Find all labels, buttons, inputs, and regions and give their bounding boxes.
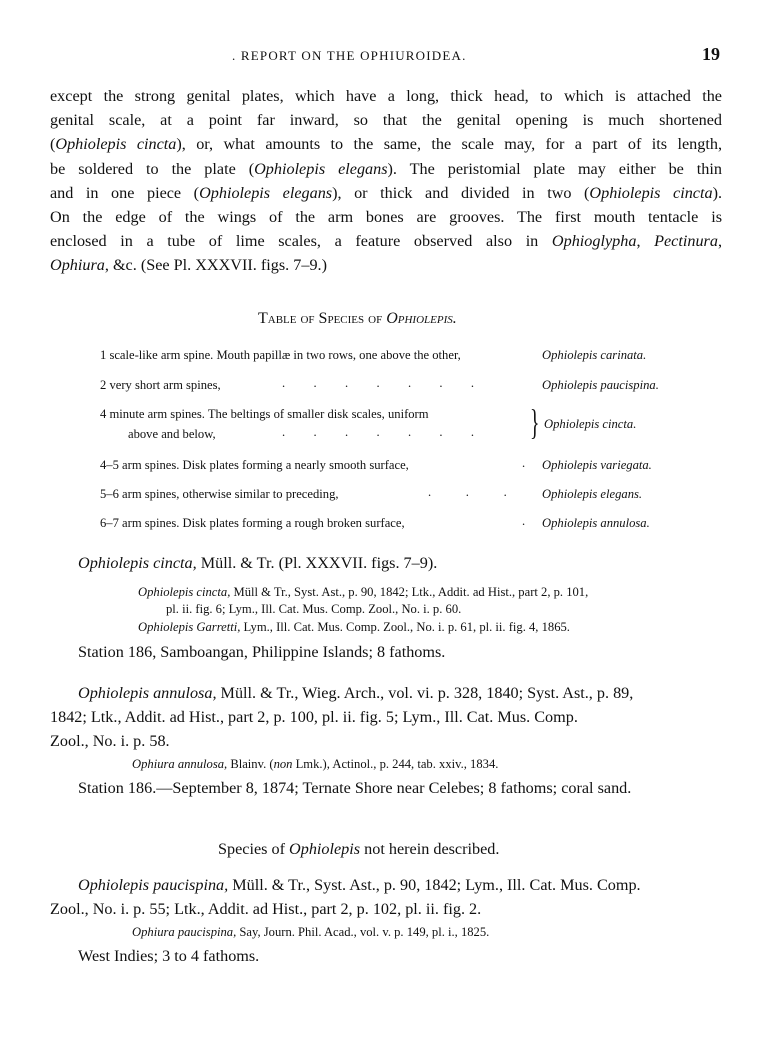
section-heading-genus: Ophiolepis — [289, 840, 361, 858]
synonym-name: Ophiura paucispina, — [132, 925, 237, 939]
table-row-desc: 5–6 arm spines, otherwise similar to preceding, — [100, 487, 339, 501]
synonym-line-cont: pl. ii. fig. 6; Lym., Ill. Cat. Mus. Comp. Zool., No. i. p. 60. — [166, 602, 462, 616]
leader-dots: . — [522, 514, 526, 528]
synonym-non: non — [273, 757, 293, 771]
synonym-line — [132, 925, 489, 940]
intro-paragraph — [50, 84, 722, 278]
synonym-text: Say, Journ. Phil. Acad., vol. v. p. 149, pl. i., 1825. — [236, 925, 490, 939]
species-authority: Müll. & Tr., Wieg. Arch., vol. vi. p. 328, 1840; Syst. Ast., p. 89, — [216, 684, 634, 702]
table-row-desc: 1 scale-like arm spine. Mouth papillæ in two rows, one above the other, — [100, 348, 461, 362]
table-title-genus: Ophiolepis. — [386, 310, 457, 327]
station-line: Station 186, Samboangan, Philippine Islands; 8 fathoms. — [78, 643, 446, 661]
table-row-species: Ophiolepis carinata. — [542, 348, 647, 362]
leader-dots: . . . . . . . — [282, 425, 475, 439]
locality-line: West Indies; 3 to 4 fathoms. — [78, 947, 260, 965]
synonym-text: Blainv. ( — [227, 757, 274, 771]
table-row-species: Ophiolepis elegans. — [542, 487, 643, 501]
station-line: Station 186.—September 8, 1874; Ternate Shore near Celebes; 8 fathoms; coral sand. — [78, 779, 632, 797]
leader-dots: . — [522, 456, 526, 470]
synonym-text: Lym., Ill. Cat. Mus. Comp. Zool., No. i. p. 61, pl. ii. fig. 4, 1865. — [240, 620, 570, 634]
species-entry-heading — [78, 554, 437, 573]
table-row-desc: 4–5 arm spines. Disk plates forming a nearly smooth surface, — [100, 458, 409, 472]
table-title-prefix: Table of Species of — [258, 310, 387, 327]
table-row-species: Ophiolepis paucispina. — [542, 378, 659, 392]
synonym-name: Ophiolepis Garretti, — [138, 620, 241, 634]
synonym-line — [138, 620, 570, 635]
intro-line: On the edge of the wings of the arm bones are grooves. The first mouth tentacle is — [50, 208, 722, 227]
intro-line: be soldered to the plate (Ophiolepis elegans). The peristomial plate may either be thin — [50, 159, 722, 178]
intro-line: enclosed in a tube of lime scales, a feature observed also in Ophioglypha, Pectinura, — [50, 232, 722, 251]
species-entry-heading — [78, 876, 641, 895]
synonym-text: Müll & Tr., Syst. Ast., p. 90, 1842; Ltk., Addit. ad Hist., part 2, p. 101, — [230, 585, 589, 599]
species-authority: Müll. & Tr. (Pl. XXXVII. figs. 7–9). — [196, 554, 438, 572]
page-number: 19 — [702, 44, 720, 64]
section-heading — [218, 840, 499, 859]
section-heading-part: not herein described. — [360, 840, 500, 858]
intro-line: genital scale, at a point far inward, so that the genital opening is much shortened — [50, 111, 722, 130]
intro-line: (Ophiolepis cincta), or, what amounts to the same, the scale may, for a part of its length, — [50, 135, 722, 154]
species-entry-heading — [78, 684, 633, 703]
brace-icon: } — [530, 402, 540, 442]
synonym-line — [132, 757, 498, 772]
synonym-line — [138, 585, 588, 600]
synonym-name: Ophiolepis cincta, — [138, 585, 231, 599]
intro-line: except the strong genital plates, which have a long, thick head, to which is attached the — [50, 87, 722, 105]
table-row-species: Ophiolepis variegata. — [542, 458, 652, 472]
synonym-name: Ophiura annulosa, — [132, 757, 228, 771]
running-header: . REPORT ON THE OPHIUROIDEA. — [232, 48, 467, 63]
table-title — [258, 310, 457, 328]
intro-line: Ophiura, &c. (See Pl. XXXVII. figs. 7–9.) — [50, 256, 327, 275]
intro-line: and in one piece (Ophiolepis elegans), or thick and divided in two (Ophiolepis cincta). — [50, 183, 722, 202]
reference-line: Zool., No. i. p. 58. — [50, 732, 170, 750]
section-heading-part: Species of — [218, 840, 290, 858]
reference-line: 1842; Ltk., Addit. ad Hist., part 2, p. 100, pl. ii. fig. 5; Lym., Ill. Cat. Mus. Comp. — [50, 708, 578, 726]
leader-dots: . . . . . . . — [282, 376, 475, 390]
table-row-desc: 2 very short arm spines, — [100, 378, 221, 392]
table-row-desc: 6–7 arm spines. Disk plates forming a rough broken surface, — [100, 516, 405, 530]
table-row-species: Ophiolepis annulosa. — [542, 516, 650, 530]
leader-dots: . . . — [428, 485, 507, 499]
species-authority: Müll. & Tr., Syst. Ast., p. 90, 1842; Lym., Ill. Cat. Mus. Comp. — [228, 876, 641, 894]
table-row-desc-cont: above and below, — [128, 427, 216, 441]
table-row-desc: 4 minute arm spines. The beltings of smaller disk scales, uniform — [100, 407, 429, 421]
species-name: Ophiolepis cincta, — [78, 554, 197, 572]
species-name: Ophiolepis paucispina, — [78, 876, 229, 894]
reference-line: Zool., No. i. p. 55; Ltk., Addit. ad Hist., part 2, p. 102, pl. ii. fig. 2. — [50, 900, 482, 918]
species-name: Ophiolepis annulosa, — [78, 684, 217, 702]
table-row-species: Ophiolepis cincta. — [544, 417, 637, 431]
synonym-text: Lmk.), Actinol., p. 244, tab. xxiv., 1834. — [292, 757, 499, 771]
